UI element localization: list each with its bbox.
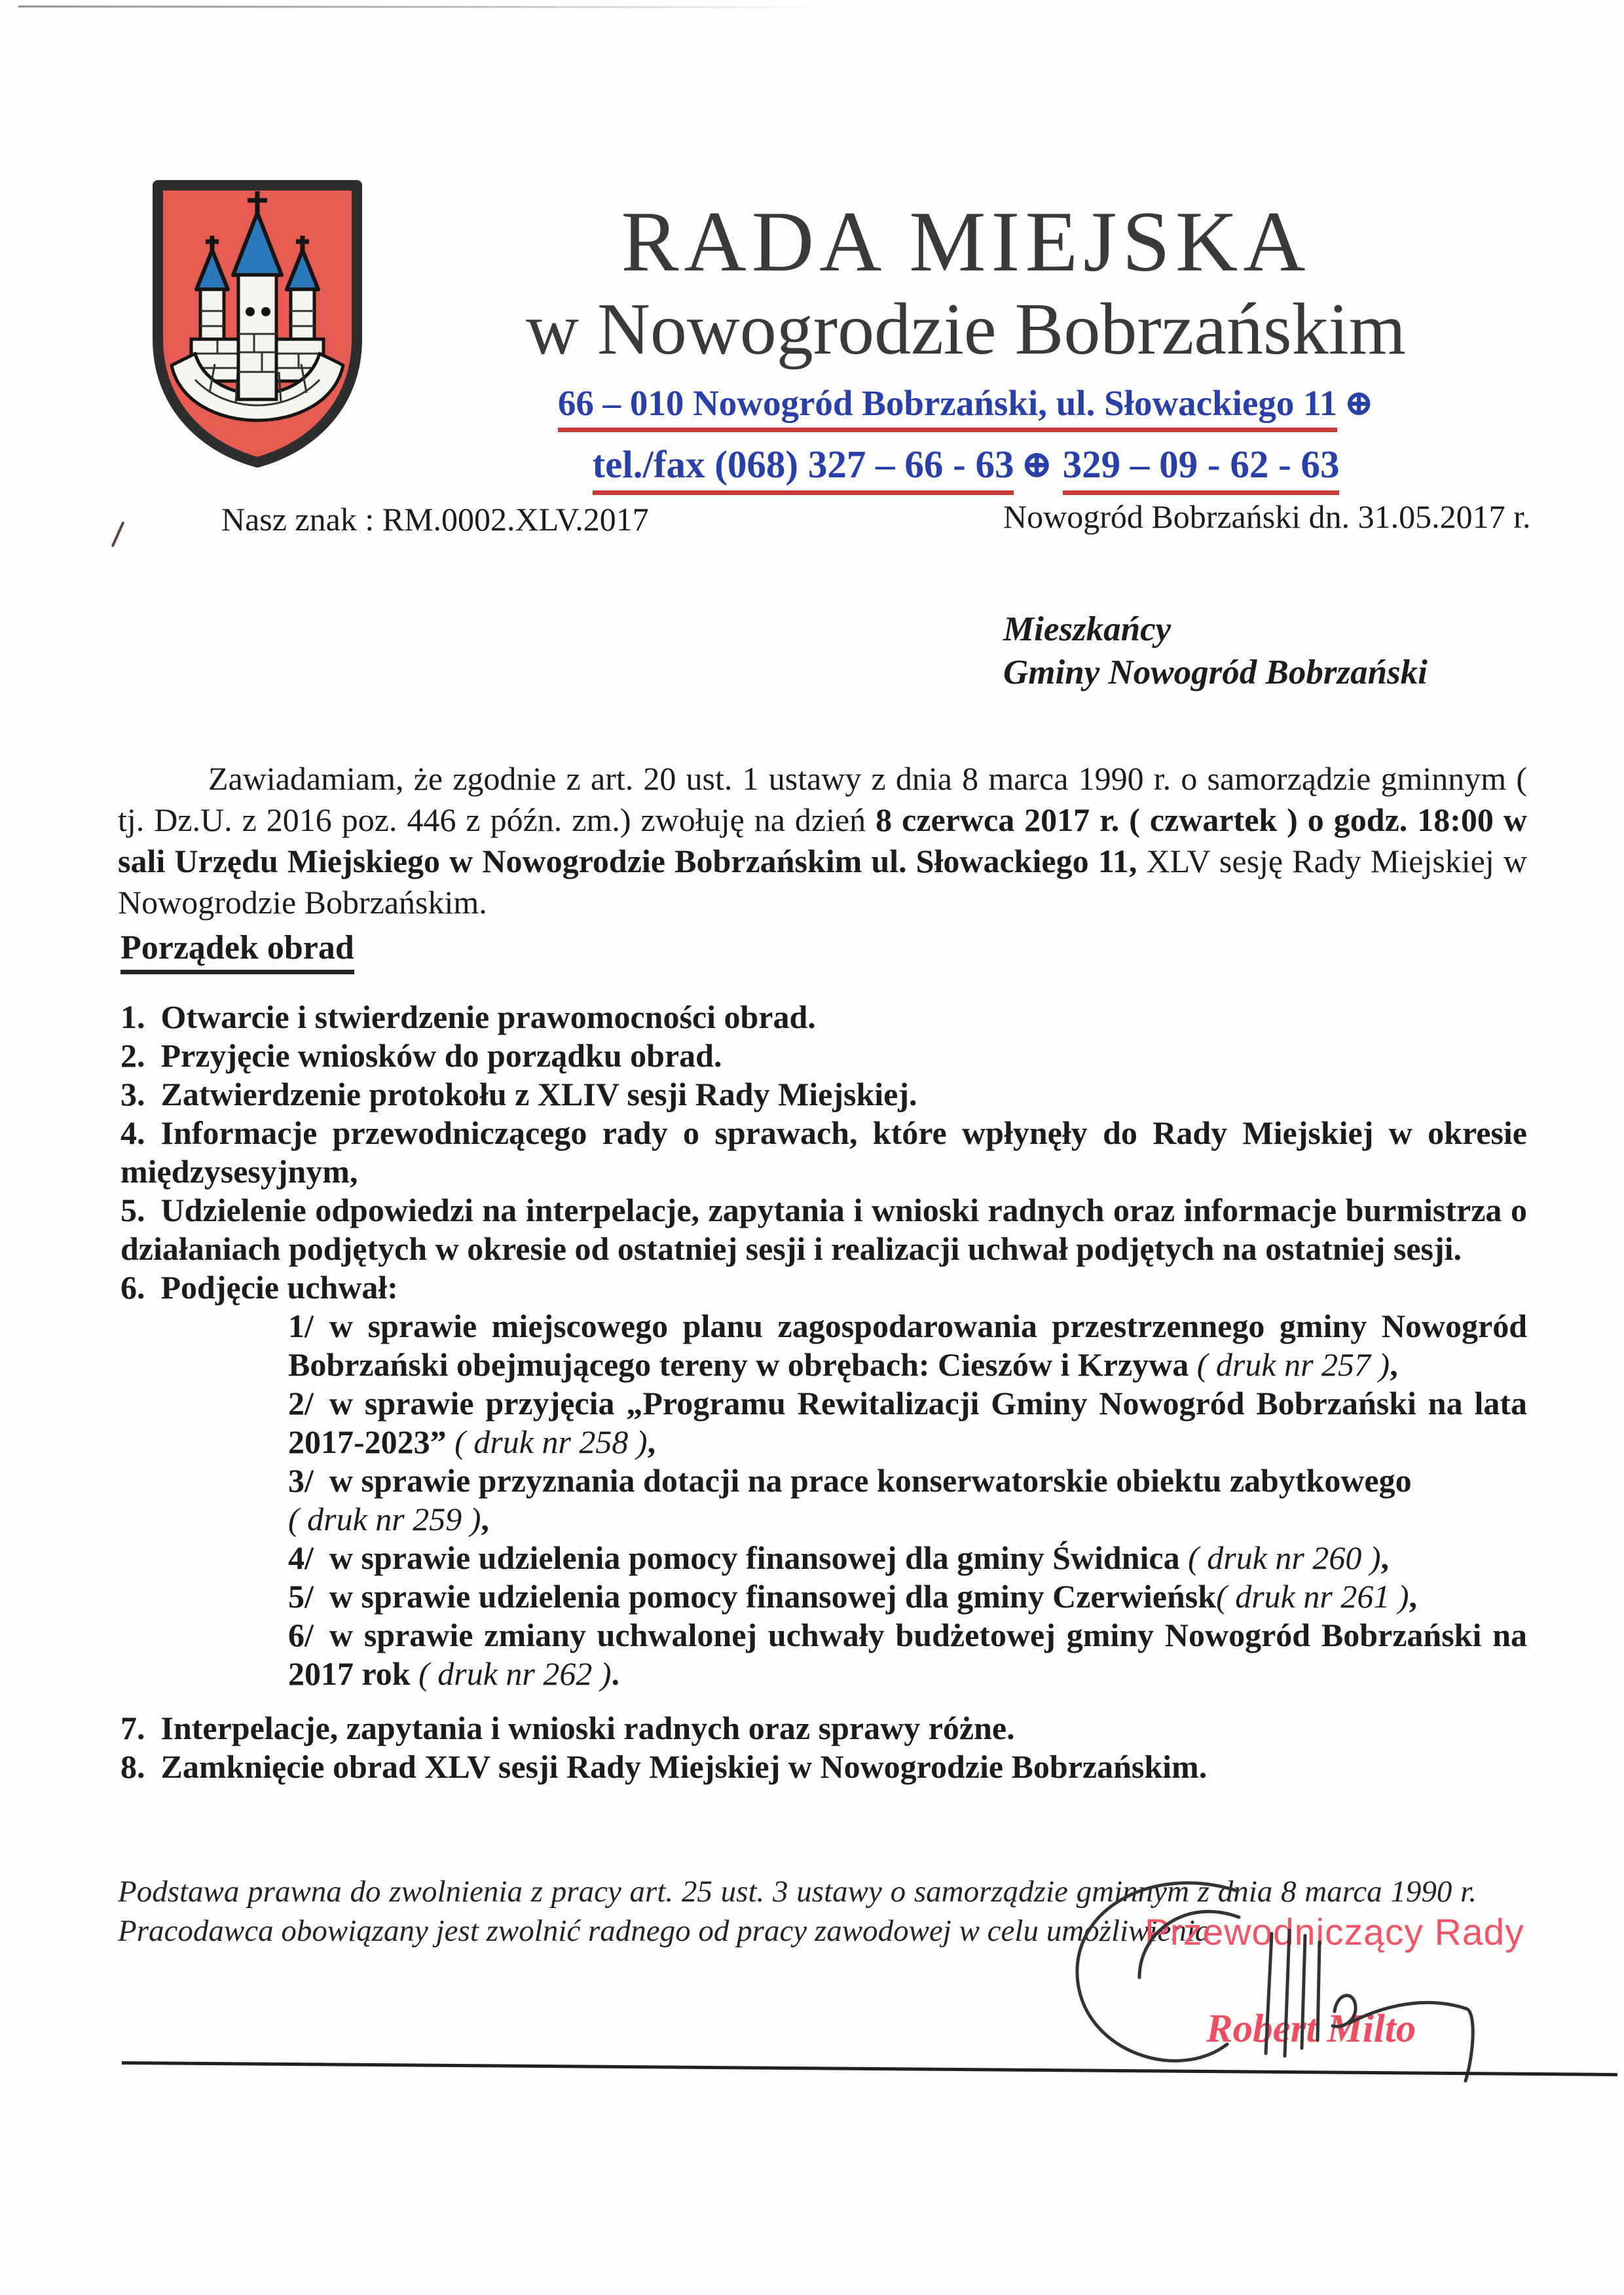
agenda-subitem: 6/ w sprawie zmiany uchwalonej uchwały budżetowej gminy Nowogród Bobrzański na 2017 rok ( druk nr 262 ). bbox=[288, 1617, 1527, 1692]
scan-artifact-top-line bbox=[18, 5, 830, 8]
org-address-line bbox=[517, 384, 1414, 424]
handwritten-signature bbox=[1041, 1871, 1559, 2101]
druk-reference: ( druk nr 262 ) bbox=[418, 1655, 612, 1692]
notice-paragraph bbox=[118, 758, 1527, 923]
agenda-subitem: 3/ w sprawie przyznania dotacji na prace konserwatorskie obiektu zabytkowego ( druk nr 259 ), bbox=[288, 1462, 1412, 1537]
phone-number-1: tel./fax (068) 327 – 66 - 63 bbox=[593, 443, 1014, 495]
agenda-item: 3. Zatwierdzenie protokołu z XLIV sesji Rady Miejskiej. bbox=[120, 1076, 917, 1112]
org-phone-line bbox=[517, 443, 1414, 486]
agenda-list bbox=[120, 998, 1527, 1786]
session-datetime-bold: 8 czerwca 2017 r. ( czwartek ) o godz. 18:00 w sali Urzędu Miejskiego w Nowogrodzie Bobrzańskim ul. Słowackiego 11, bbox=[118, 801, 1527, 879]
stamp-signer-name: Robert Milto bbox=[1206, 2007, 1416, 2051]
druk-reference: ( druk nr 257 ) bbox=[1196, 1346, 1390, 1383]
agenda-item: 1. Otwarcie i stwierdzenie prawomocności obrad. bbox=[120, 999, 816, 1035]
letterhead bbox=[517, 193, 1414, 486]
agenda-item: 5. Udzielenie odpowiedzi na interpelacje, zapytania i wnioski radnych oraz informacje burmistrza o działaniach podjętych w okresie od ostatniej sesji i realizacji uchwał podjętych na ostatniej sesji. bbox=[120, 1192, 1527, 1267]
recipient-line: Mieszkańcy bbox=[1003, 610, 1172, 648]
legal-basis-note: Podstawa prawna do zwolnienia z pracy art. 25 ust. 3 ustawy o samorządzie gminnym z dnia 8 marca 1990 r. Pracodawca obowiązany jest zwolnić radnego od pracy zawodowej w celu umożliwienia bbox=[118, 1875, 1477, 1948]
druk-reference: ( druk nr 261 ) bbox=[1216, 1578, 1409, 1615]
agenda-subitem: 4/ w sprawie udzielenia pomocy finansowej dla gminy Świdnica ( druk nr 260 ), bbox=[288, 1539, 1390, 1576]
scan-artifact-pen-mark bbox=[111, 521, 125, 547]
agenda-item: 2. Przyjęcie wniosków do porządku obrad. bbox=[120, 1037, 722, 1074]
druk-reference: ( druk nr 259 ) bbox=[288, 1501, 481, 1537]
druk-reference: ( druk nr 260 ) bbox=[1188, 1539, 1381, 1576]
agenda-item: 7. Interpelacje, zapytania i wnioski radnych oraz sprawy różne. bbox=[120, 1710, 1015, 1746]
reference-number: Nasz znak : RM.0002.XLV.2017 bbox=[221, 501, 649, 538]
druk-reference: ( druk nr 258 ) bbox=[454, 1423, 648, 1460]
circled-plus-icon: ⊕ bbox=[1344, 383, 1375, 424]
intro-text: Zawiadamiam, że zgodnie z art. 20 ust. 1 ustawy z dnia 8 marca 1990 r. o samorządzie gminnym ( tj. Dz.U. z 2016 poz. 446 z późn. zm.) zwołuję na dzień bbox=[118, 760, 1527, 838]
org-subtitle: w Nowogrodzie Bobrzańskim bbox=[526, 288, 1406, 370]
agenda-subitem: 5/ w sprawie udzielenia pomocy finansowej dla gminy Czerwieńsk( druk nr 261 ), bbox=[288, 1578, 1417, 1615]
org-address: 66 – 010 Nowogród Bobrzański, ul. Słowackiego 11 bbox=[558, 383, 1337, 432]
stamp-role-title: Przewodniczący Rady bbox=[1145, 1911, 1524, 1953]
org-title: RADA MIEJSKA bbox=[621, 193, 1311, 289]
intro-text: XLV sesję Rady Miejskiej w Nowogrodzie Bobrzańskim. bbox=[118, 843, 1527, 921]
agenda-item: 4. Informacje przewodniczącego rady o sprawach, które wpłynęły do Rady Miejskiej w okresie międzysesyjnym, bbox=[120, 1114, 1527, 1190]
agenda-subitem: 2/ w sprawie przyjęcia „Programu Rewitalizacji Gminy Nowogród Bobrzański na lata 2017-2023” ( druk nr 258 ), bbox=[288, 1385, 1527, 1460]
coat-of-arms-nowogrod-bobrzanski-icon bbox=[149, 177, 365, 470]
agenda-heading: Porządek obrad bbox=[120, 928, 354, 967]
agenda-subitem: 1/ w sprawie miejscowego planu zagospodarowania przestrzennego gminy Nowogród Bobrzański obejmującego tereny w obrębach: Cieszów i Krzywa ( druk nr 257 ), bbox=[288, 1308, 1527, 1383]
place-and-date: Nowogród Bobrzański dn. 31.05.2017 r. bbox=[1003, 498, 1531, 535]
circled-plus-icon: ⊕ bbox=[1020, 442, 1053, 486]
phone-number-2: 329 – 09 - 62 - 63 bbox=[1063, 443, 1340, 495]
agenda-item: 8. Zamknięcie obrad XLV sesji Rady Miejskiej w Nowogrodzie Bobrzańskim. bbox=[120, 1748, 1208, 1785]
agenda-item: 6. Podjęcie uchwał: bbox=[120, 1269, 398, 1306]
recipient-line: Gminy Nowogród Bobrzański bbox=[1003, 653, 1428, 691]
recipient-block bbox=[1003, 608, 1428, 694]
signature-block bbox=[1041, 1871, 1559, 2101]
